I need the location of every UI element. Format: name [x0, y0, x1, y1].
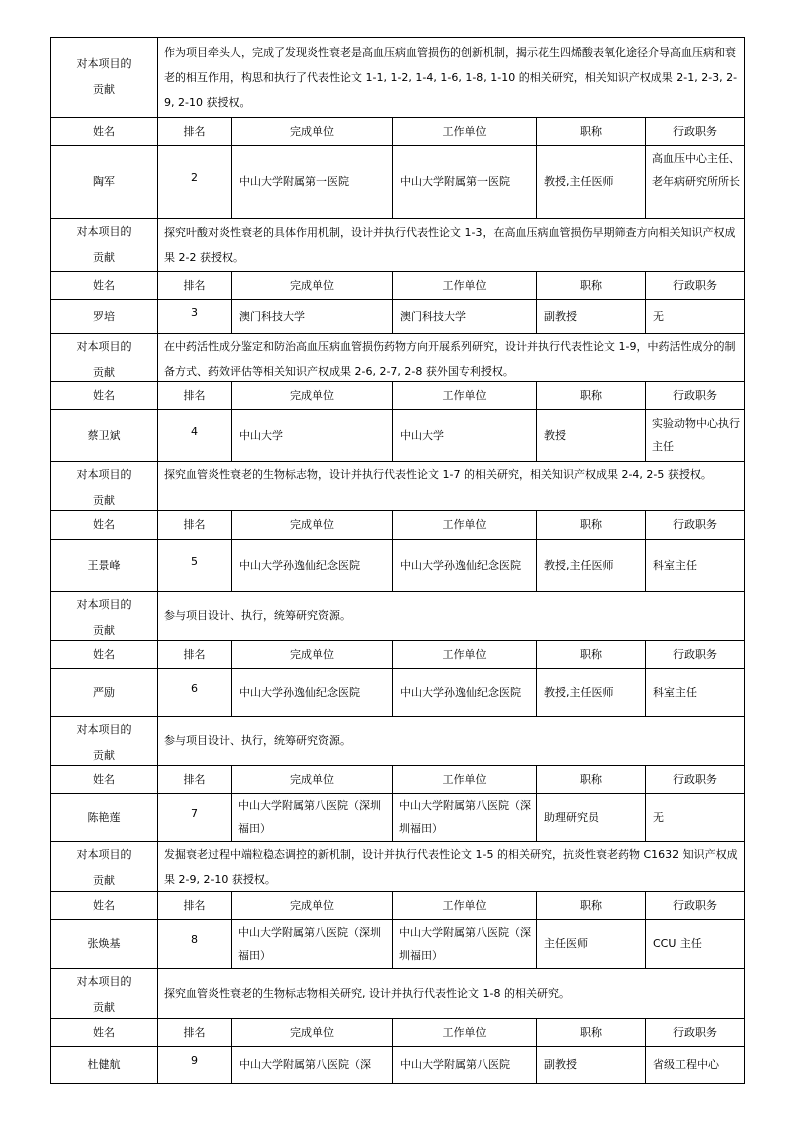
person-unit: 中山大学附属第八医院（深圳福田） [238, 926, 381, 962]
contribution-text: 发掘衰老过程中端粒稳态调控的新机制，设计并执行代表性论文 1-5 的相关研究，抗炎性衰老药物 C1632 知识产权成果 2-9, 2-10 获授权。 [164, 848, 738, 886]
column-header-name: 姓名 [93, 1026, 115, 1039]
table-rule-vertical [744, 333, 745, 381]
person-workplace: 中山大学孙逸仙纪念医院 [400, 559, 521, 572]
column-header-rank: 排名 [183, 389, 206, 402]
person-workplace: 中山大学附属第八医院（深圳福田） [399, 926, 531, 962]
contribution-label [51, 842, 157, 891]
column-header-rank: 排名 [183, 125, 206, 138]
column-header-title: 职称 [580, 279, 602, 292]
person-name: 蔡卫斌 [87, 429, 121, 442]
table-rule-vertical [744, 919, 745, 968]
person-admin: 无 [653, 310, 664, 323]
column-header-title: 职称 [580, 773, 602, 786]
person-admin: 科室主任 [653, 559, 697, 572]
column-header-unit: 完成单位 [290, 1026, 334, 1039]
person-unit: 中山大学附属第一医院 [239, 175, 349, 188]
person-rank: 6 [191, 682, 198, 695]
person-title: 教授,主任医师 [544, 686, 614, 699]
person-admin: CCU 主任 [653, 937, 702, 950]
contribution-text: 在中药活性成分鉴定和防治高血压病血管损伤药物方向开展系列研究，设计并执行代表性论文 1-9，中药活性成分的制备方式、药效评估等相关知识产权成果 2-6, 2-7, 2-8 获外国专利授权。 [164, 340, 736, 378]
table-rule-vertical [744, 765, 745, 793]
person-name: 王景峰 [87, 559, 121, 572]
column-header-rank: 排名 [183, 279, 206, 292]
table-rule-vertical [744, 409, 745, 461]
column-header-workplace: 工作单位 [442, 648, 487, 661]
contribution-label [51, 462, 157, 510]
contribution-text: 参与项目设计、执行，统筹研究资源。 [164, 609, 351, 622]
column-header-rank: 排名 [183, 648, 206, 661]
table-rule-vertical [744, 640, 745, 668]
person-rank: 9 [191, 1054, 198, 1067]
person-workplace: 澳门科技大学 [400, 310, 466, 323]
contribution-label-text: 对本项目的贡献 [76, 468, 132, 507]
table-rule-vertical [744, 793, 745, 841]
table-rule-vertical [744, 37, 745, 117]
table-rule-vertical [744, 668, 745, 716]
contribution-label [51, 219, 157, 271]
table-rule-vertical [744, 716, 745, 765]
person-rank: 3 [191, 306, 198, 319]
person-title: 教授 [544, 429, 566, 442]
person-workplace: 中山大学孙逸仙纪念医院 [400, 686, 521, 699]
contribution-label-text: 对本项目的贡献 [76, 225, 132, 264]
table-rule-vertical [744, 591, 745, 640]
column-header-name: 姓名 [93, 648, 115, 661]
column-header-unit: 完成单位 [290, 648, 334, 661]
column-header-unit: 完成单位 [290, 125, 334, 138]
column-header-title: 职称 [580, 1026, 602, 1039]
column-header-admin: 行政职务 [673, 899, 717, 912]
person-rank: 5 [191, 555, 198, 568]
column-header-workplace: 工作单位 [442, 125, 487, 138]
column-header-workplace: 工作单位 [442, 773, 487, 786]
contribution-label [51, 334, 157, 381]
contribution-text: 探究血管炎性衰老的生物标志物，设计并执行代表性论文 1-7 的相关研究，相关知识产权成果 2-4, 2-5 获授权。 [164, 468, 712, 481]
table-rule-vertical [744, 539, 745, 591]
person-unit: 中山大学孙逸仙纪念医院 [239, 559, 360, 572]
column-header-title: 职称 [580, 899, 602, 912]
column-header-unit: 完成单位 [290, 773, 334, 786]
contribution-label-text: 对本项目的贡献 [76, 975, 132, 1014]
table-rule-vertical [744, 968, 745, 1018]
column-header-rank: 排名 [183, 899, 206, 912]
contribution-text: 作为项目牵头人，完成了发现炎性衰老是高血压病血管损伤的创新机制，揭示花生四烯酸表氧化途径介导高血压病和衰老的相互作用，构思和执行了代表性论文 1-1, 1-2, 1-4, 1-6, 1-8, 1-10 的相关研究，相关知识产权成果 2-1, 2-3, 2-9, 2-10 获授权。 [164, 46, 738, 109]
contribution-label-text: 对本项目的贡献 [76, 723, 132, 762]
contribution-label-text: 对本项目的贡献 [76, 340, 132, 379]
column-header-workplace: 工作单位 [442, 518, 487, 531]
column-header-name: 姓名 [93, 899, 115, 912]
column-header-admin: 行政职务 [673, 125, 717, 138]
contribution-label-text: 对本项目的贡献 [76, 598, 132, 637]
column-header-admin: 行政职务 [673, 389, 717, 402]
contribution-text: 探究血管炎性衰老的生物标志物相关研究, 设计并执行代表性论文 1-8 的相关研究。 [164, 987, 570, 1000]
person-unit: 中山大学 [239, 429, 283, 442]
contribution-label [51, 592, 157, 640]
person-name: 陶军 [93, 175, 115, 188]
person-rank: 7 [191, 807, 198, 820]
person-name: 陈艳莲 [87, 811, 121, 824]
table-rule-vertical [744, 891, 745, 919]
contribution-label-text: 对本项目的贡献 [76, 57, 132, 96]
table-rule-vertical [744, 271, 745, 299]
person-title: 助理研究员 [544, 811, 599, 824]
person-unit: 中山大学附属第八医院（深圳福田） [238, 799, 381, 835]
column-header-admin: 行政职务 [673, 1026, 717, 1039]
person-title: 教授,主任医师 [544, 175, 614, 188]
person-workplace: 中山大学附属第八医院（深圳福田） [399, 799, 531, 835]
column-header-rank: 排名 [183, 773, 206, 786]
table-rule-vertical [744, 299, 745, 333]
table-rule-vertical [744, 461, 745, 510]
column-header-unit: 完成单位 [290, 518, 334, 531]
person-name: 杜健航 [87, 1058, 121, 1071]
person-unit: 澳门科技大学 [239, 310, 305, 323]
column-header-admin: 行政职务 [673, 279, 717, 292]
table-rule-vertical [744, 1046, 745, 1083]
table-rule-vertical [744, 117, 745, 145]
person-admin: 高血压中心主任、老年病研究所所长 [652, 152, 740, 188]
column-header-rank: 排名 [183, 1026, 206, 1039]
person-rank: 4 [191, 425, 198, 438]
column-header-name: 姓名 [93, 773, 115, 786]
person-admin: 科室主任 [653, 686, 697, 699]
column-header-admin: 行政职务 [673, 773, 717, 786]
table-rule-vertical [744, 218, 745, 271]
table-rule-vertical [744, 381, 745, 409]
column-header-workplace: 工作单位 [442, 279, 487, 292]
column-header-admin: 行政职务 [673, 648, 717, 661]
column-header-unit: 完成单位 [290, 279, 334, 292]
contribution-label [51, 969, 157, 1018]
person-unit: 中山大学孙逸仙纪念医院 [239, 686, 360, 699]
table-rule-vertical [744, 510, 745, 539]
column-header-rank: 排名 [183, 518, 206, 531]
person-name: 罗培 [93, 310, 115, 323]
column-header-name: 姓名 [93, 389, 115, 402]
person-workplace: 中山大学 [400, 429, 444, 442]
person-rank: 2 [191, 171, 198, 184]
contribution-text: 探究叶酸对炎性衰老的具体作用机制，设计并执行代表性论文 1-3，在高血压病血管损伤早期筛查方向相关知识产权成果 2-2 获授权。 [164, 226, 736, 264]
person-name: 张焕基 [87, 937, 121, 950]
column-header-title: 职称 [580, 125, 602, 138]
person-title: 副教授 [544, 1058, 577, 1071]
person-admin: 无 [653, 811, 664, 824]
contribution-label [51, 717, 157, 765]
table-rule-vertical [744, 841, 745, 891]
column-header-title: 职称 [580, 518, 602, 531]
person-title: 副教授 [544, 310, 577, 323]
table-rule-vertical [744, 145, 745, 218]
person-title: 主任医师 [544, 937, 588, 950]
person-title: 教授,主任医师 [544, 559, 614, 572]
column-header-title: 职称 [580, 389, 602, 402]
person-workplace: 中山大学附属第八医院 [400, 1058, 510, 1071]
person-rank: 8 [191, 933, 198, 946]
column-header-workplace: 工作单位 [442, 899, 487, 912]
column-header-admin: 行政职务 [673, 518, 717, 531]
column-header-workplace: 工作单位 [442, 389, 487, 402]
contribution-label [51, 38, 157, 117]
column-header-title: 职称 [580, 648, 602, 661]
column-header-name: 姓名 [93, 125, 115, 138]
column-header-workplace: 工作单位 [442, 1026, 487, 1039]
person-admin: 省级工程中心 [653, 1058, 719, 1071]
table-rule-horizontal [50, 1083, 745, 1084]
column-header-unit: 完成单位 [290, 899, 334, 912]
person-admin: 实验动物中心执行主任 [652, 417, 740, 453]
table-rule-vertical [744, 1018, 745, 1046]
person-unit: 中山大学附属第八医院（深 [239, 1058, 371, 1071]
column-header-name: 姓名 [93, 518, 115, 531]
contribution-label-text: 对本项目的贡献 [76, 848, 132, 887]
column-header-name: 姓名 [93, 279, 115, 292]
column-header-unit: 完成单位 [290, 389, 334, 402]
person-name: 严励 [93, 686, 115, 699]
person-workplace: 中山大学附属第一医院 [400, 175, 510, 188]
contribution-text: 参与项目设计、执行，统筹研究资源。 [164, 734, 351, 747]
